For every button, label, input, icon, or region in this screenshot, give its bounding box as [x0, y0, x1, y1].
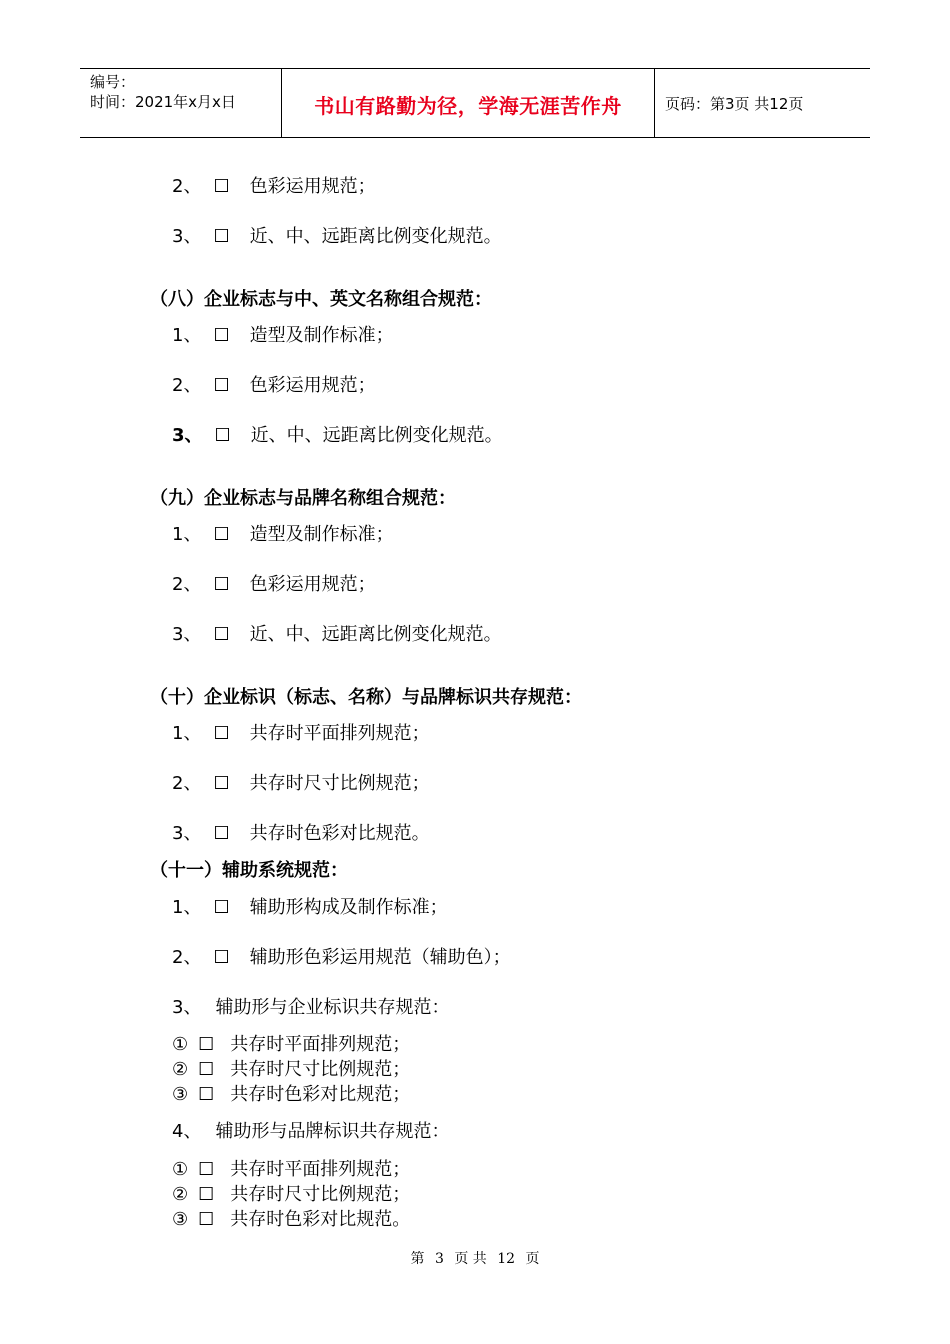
item-number: 3、 [172, 226, 202, 247]
list-item [172, 769, 430, 795]
list-item [172, 570, 376, 596]
footer-suffix: 页 [525, 1251, 540, 1267]
item-number: 3、 [172, 624, 202, 645]
item-text: 共存时色彩对比规范； [230, 1084, 411, 1105]
header-motto: 书山有路勤为径，学海无涯苦作舟 [314, 93, 622, 118]
item-text: 共存时尺寸比例规范； [230, 1184, 411, 1205]
list-item [172, 371, 376, 397]
footer-prefix: 第 [410, 1251, 425, 1267]
item-text: 造型及制作标准； [249, 524, 394, 545]
item-number: 2、 [172, 574, 202, 595]
item-number: 1、 [172, 723, 202, 744]
checkbox-icon: ☐ [214, 425, 231, 446]
item-number: 1、 [172, 897, 202, 918]
footer-total-pages: 12 [497, 1251, 516, 1267]
item-number: ① [172, 1034, 189, 1055]
checkbox-icon: ☐ [198, 1034, 215, 1055]
item-text: 造型及制作标准； [249, 325, 394, 346]
footer-current-page: 3 [434, 1251, 444, 1267]
checkbox-icon: ☐ [198, 1209, 215, 1230]
item-number: 4、 [172, 1121, 202, 1142]
item-number: ② [172, 1184, 189, 1205]
sub-list-item [172, 1030, 410, 1056]
checkbox-icon: ☐ [213, 325, 230, 346]
item-text: 共存时尺寸比例规范； [249, 773, 430, 794]
item-text: 辅助形色彩运用规范（辅助色）； [249, 947, 511, 968]
list-item [172, 222, 502, 248]
item-number: 2、 [172, 375, 202, 396]
checkbox-icon: ☐ [198, 1084, 215, 1105]
checkbox-icon: ☐ [213, 226, 230, 247]
list-item [172, 321, 394, 347]
sub-list-item [172, 1180, 410, 1206]
list-item [172, 172, 376, 198]
list-item [172, 943, 511, 969]
checkbox-icon: ☐ [198, 1184, 215, 1205]
item-text: 近、中、远距离比例变化规范。 [249, 624, 502, 645]
item-text: 色彩运用规范； [249, 574, 376, 595]
item-number: 3、 [172, 425, 203, 446]
checkbox-icon: ☐ [213, 823, 230, 844]
section-heading: （八）企业标志与中、英文名称组合规范： [150, 289, 492, 310]
sub-list-item [172, 1155, 410, 1181]
footer-mid: 页 共 [454, 1251, 487, 1267]
item-text: 共存时平面排列规范； [249, 723, 430, 744]
checkbox-icon: ☐ [213, 723, 230, 744]
list-item [172, 520, 394, 546]
item-number: ③ [172, 1209, 189, 1230]
page-footer [0, 1248, 950, 1268]
item-number: 2、 [172, 176, 202, 197]
item-text: 色彩运用规范； [249, 375, 376, 396]
checkbox-icon: ☐ [213, 524, 230, 545]
sub-list-item [172, 1205, 410, 1231]
list-item [172, 1117, 449, 1143]
item-text: 共存时平面排列规范； [230, 1034, 411, 1055]
checkbox-icon: ☐ [213, 947, 230, 968]
item-number: ① [172, 1159, 189, 1180]
item-number: 1、 [172, 325, 202, 346]
checkbox-icon: ☐ [213, 574, 230, 595]
list-item [172, 719, 430, 745]
item-number: 1、 [172, 524, 202, 545]
checkbox-icon: ☐ [213, 773, 230, 794]
item-number: 2、 [172, 773, 202, 794]
checkbox-icon: ☐ [213, 624, 230, 645]
item-text: 共存时平面排列规范； [230, 1159, 411, 1180]
header-meta [80, 69, 282, 137]
document-number-label: 编号： [90, 73, 136, 91]
document-header [80, 68, 870, 138]
list-item [172, 819, 430, 845]
checkbox-icon: ☐ [213, 897, 230, 918]
checkbox-icon: ☐ [198, 1159, 215, 1180]
item-text: 共存时尺寸比例规范； [230, 1059, 411, 1080]
list-item [172, 421, 503, 447]
header-motto-cell [282, 69, 655, 137]
item-text: 辅助形与企业标识共存规范： [215, 997, 450, 1018]
item-number: 2、 [172, 947, 202, 968]
item-text: 共存时色彩对比规范。 [249, 823, 430, 844]
section-heading: （十一）辅助系统规范： [150, 860, 348, 881]
sub-list-item [172, 1055, 410, 1081]
checkbox-icon: ☐ [198, 1059, 215, 1080]
sub-list-item [172, 1080, 410, 1106]
document-date: 时间：2021年x月x日 [90, 93, 236, 111]
item-number: 3、 [172, 823, 202, 844]
list-item [172, 620, 502, 646]
item-text: 色彩运用规范； [249, 176, 376, 197]
item-text: 辅助形与品牌标识共存规范： [215, 1121, 450, 1142]
header-page-info: 页码：第3页 共12页 [665, 94, 804, 113]
item-text: 辅助形构成及制作标准； [249, 897, 448, 918]
checkbox-icon: ☐ [213, 176, 230, 197]
checkbox-icon: ☐ [213, 375, 230, 396]
item-text: 近、中、远距离比例变化规范。 [249, 226, 502, 247]
item-number: ② [172, 1059, 189, 1080]
header-page-info-cell [655, 69, 870, 137]
list-item [172, 893, 448, 919]
item-number: 3、 [172, 997, 202, 1018]
item-text: 共存时色彩对比规范。 [230, 1209, 411, 1230]
section-heading: （九）企业标志与品牌名称组合规范： [150, 488, 456, 509]
item-number: ③ [172, 1084, 189, 1105]
list-item [172, 993, 449, 1019]
item-text: 近、中、远距离比例变化规范。 [250, 425, 503, 446]
section-heading: （十）企业标识（标志、名称）与品牌标识共存规范： [150, 687, 582, 708]
